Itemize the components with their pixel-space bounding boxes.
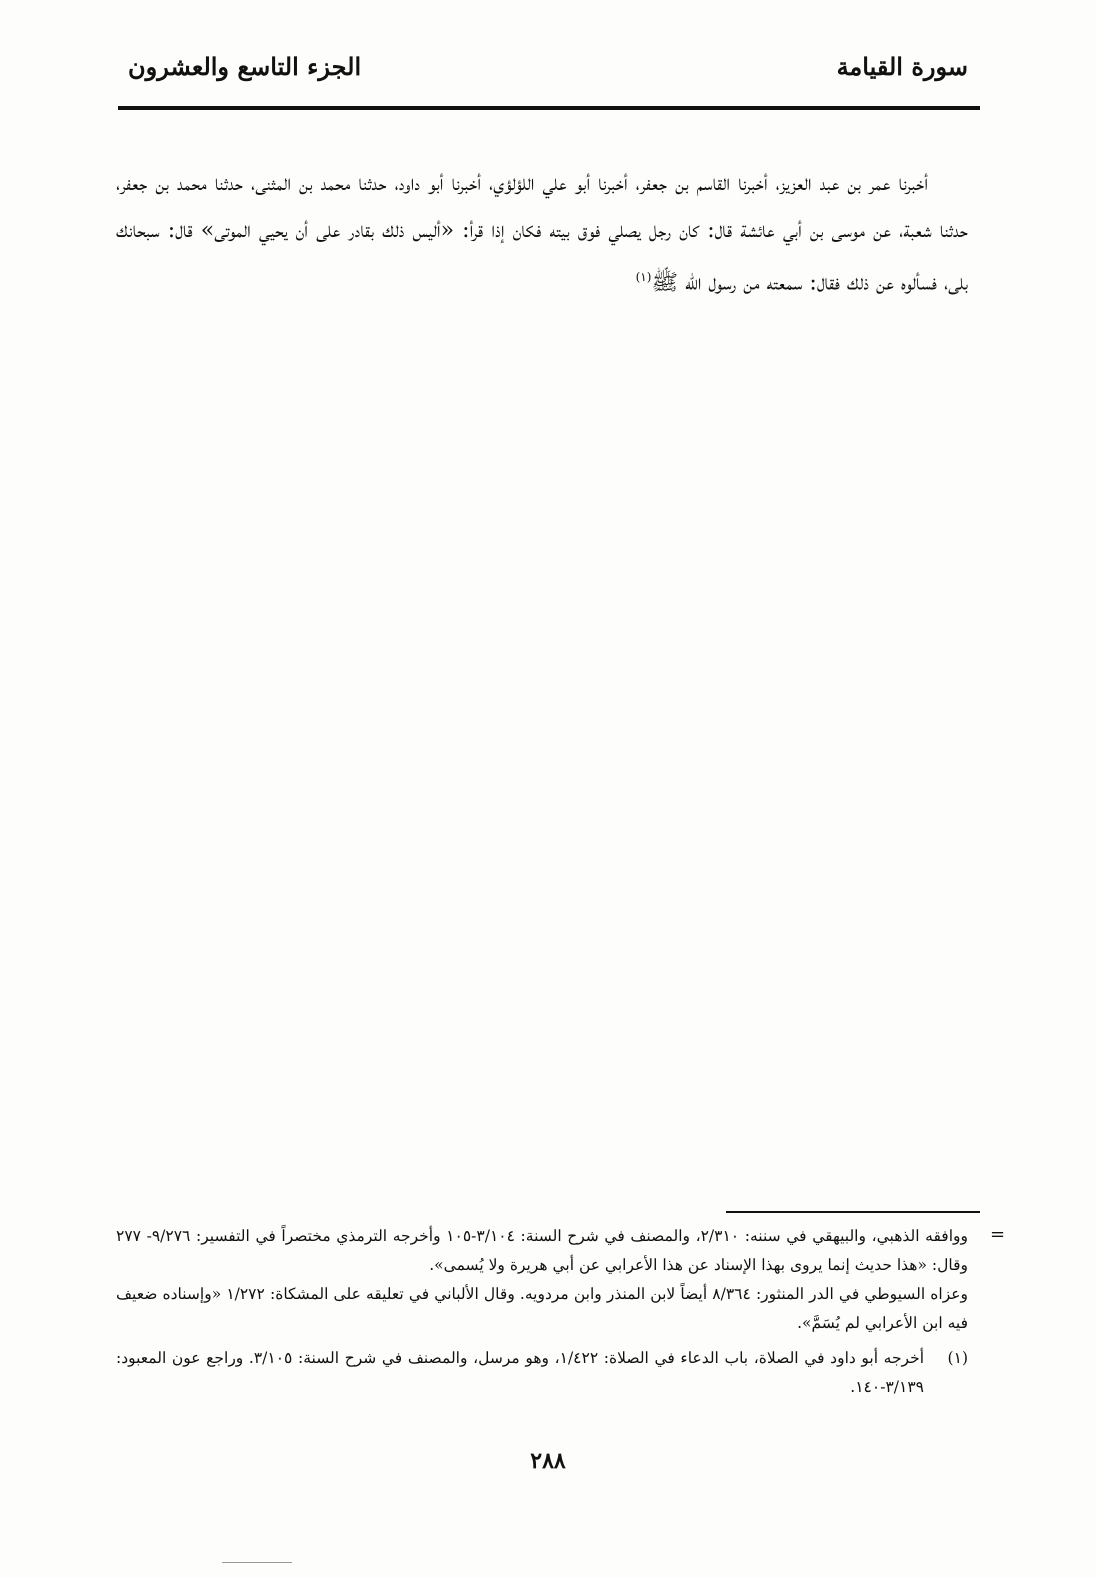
bottom-mark xyxy=(222,1562,292,1563)
footnote-number: (١) xyxy=(947,1349,968,1367)
footnote-text: أخرجه أبو داود في الصلاة، باب الدعاء في الصلاة: ١/٤٢٢، وهو مرسل، والمصنف في شرح السنة: ٣/١٠٥. وراجع عون المعبود: ٣/١٣٩-١٤٠. xyxy=(116,1349,924,1396)
hadith-paragraph xyxy=(116,160,968,306)
footnote-continuation-text-1: ووافقه الذهبي، والبيهقي في سننه: ٢/٣١٠، والمصنف في شرح السنة: ٣/١٠٤-١٠٥ وأخرجه الترمذي مختصراً في التفسير: ٩/٢٧٦- ٢٧٧ وقال: «هذا حديث إنما يروى بهذا الإسناد عن هذا الأعرابي عن أبي هريرة ولا يُسمى». xyxy=(116,1227,968,1274)
running-header-juz: الجزء التاسع والعشرون xyxy=(128,52,362,81)
footnote-item-1 xyxy=(116,1344,968,1402)
header-divider xyxy=(118,106,980,110)
footnote-divider xyxy=(726,1211,980,1213)
footnotes-block xyxy=(116,1222,968,1402)
main-text-block xyxy=(116,160,968,306)
hadith-text: أخبرنا عمر بن عبد العزيز، أخبرنا القاسم بن جعفر، أخبرنا أبو علي اللؤلؤي، أخبرنا أبو داود، حدثنا محمد بن المثنى، حدثنا محمد بن جعفر، حدثنا شعبة، عن موسى بن أبي عائشة قال: كان رجل يصلي فوق بيته فكان إذا قرأ: «أليس ذلك بقادر على أن يحيي الموتى» قال: سبحانك بلى، فسألوه عن ذلك فقال: سمعته من رسول الله ﷺ xyxy=(116,171,968,296)
page-number: ٢٨٨ xyxy=(530,1448,566,1474)
footnote-continuation-text-2: وعزاه السيوطي في الدر المنثور: ٨/٣٦٤ أيضاً لابن المنذر وابن مردويه. وقال الألباني في تعليقه على المشكاة: ١/٢٧٢ «وإسناده ضعيف فيه ابن الأعرابي لم يُسَمَّ». xyxy=(116,1285,969,1332)
footnote-continuation-mark: = xyxy=(990,1224,1006,1245)
running-header-surah: سورة القيامة xyxy=(836,52,968,81)
footnote-reference: (١) xyxy=(635,270,652,284)
